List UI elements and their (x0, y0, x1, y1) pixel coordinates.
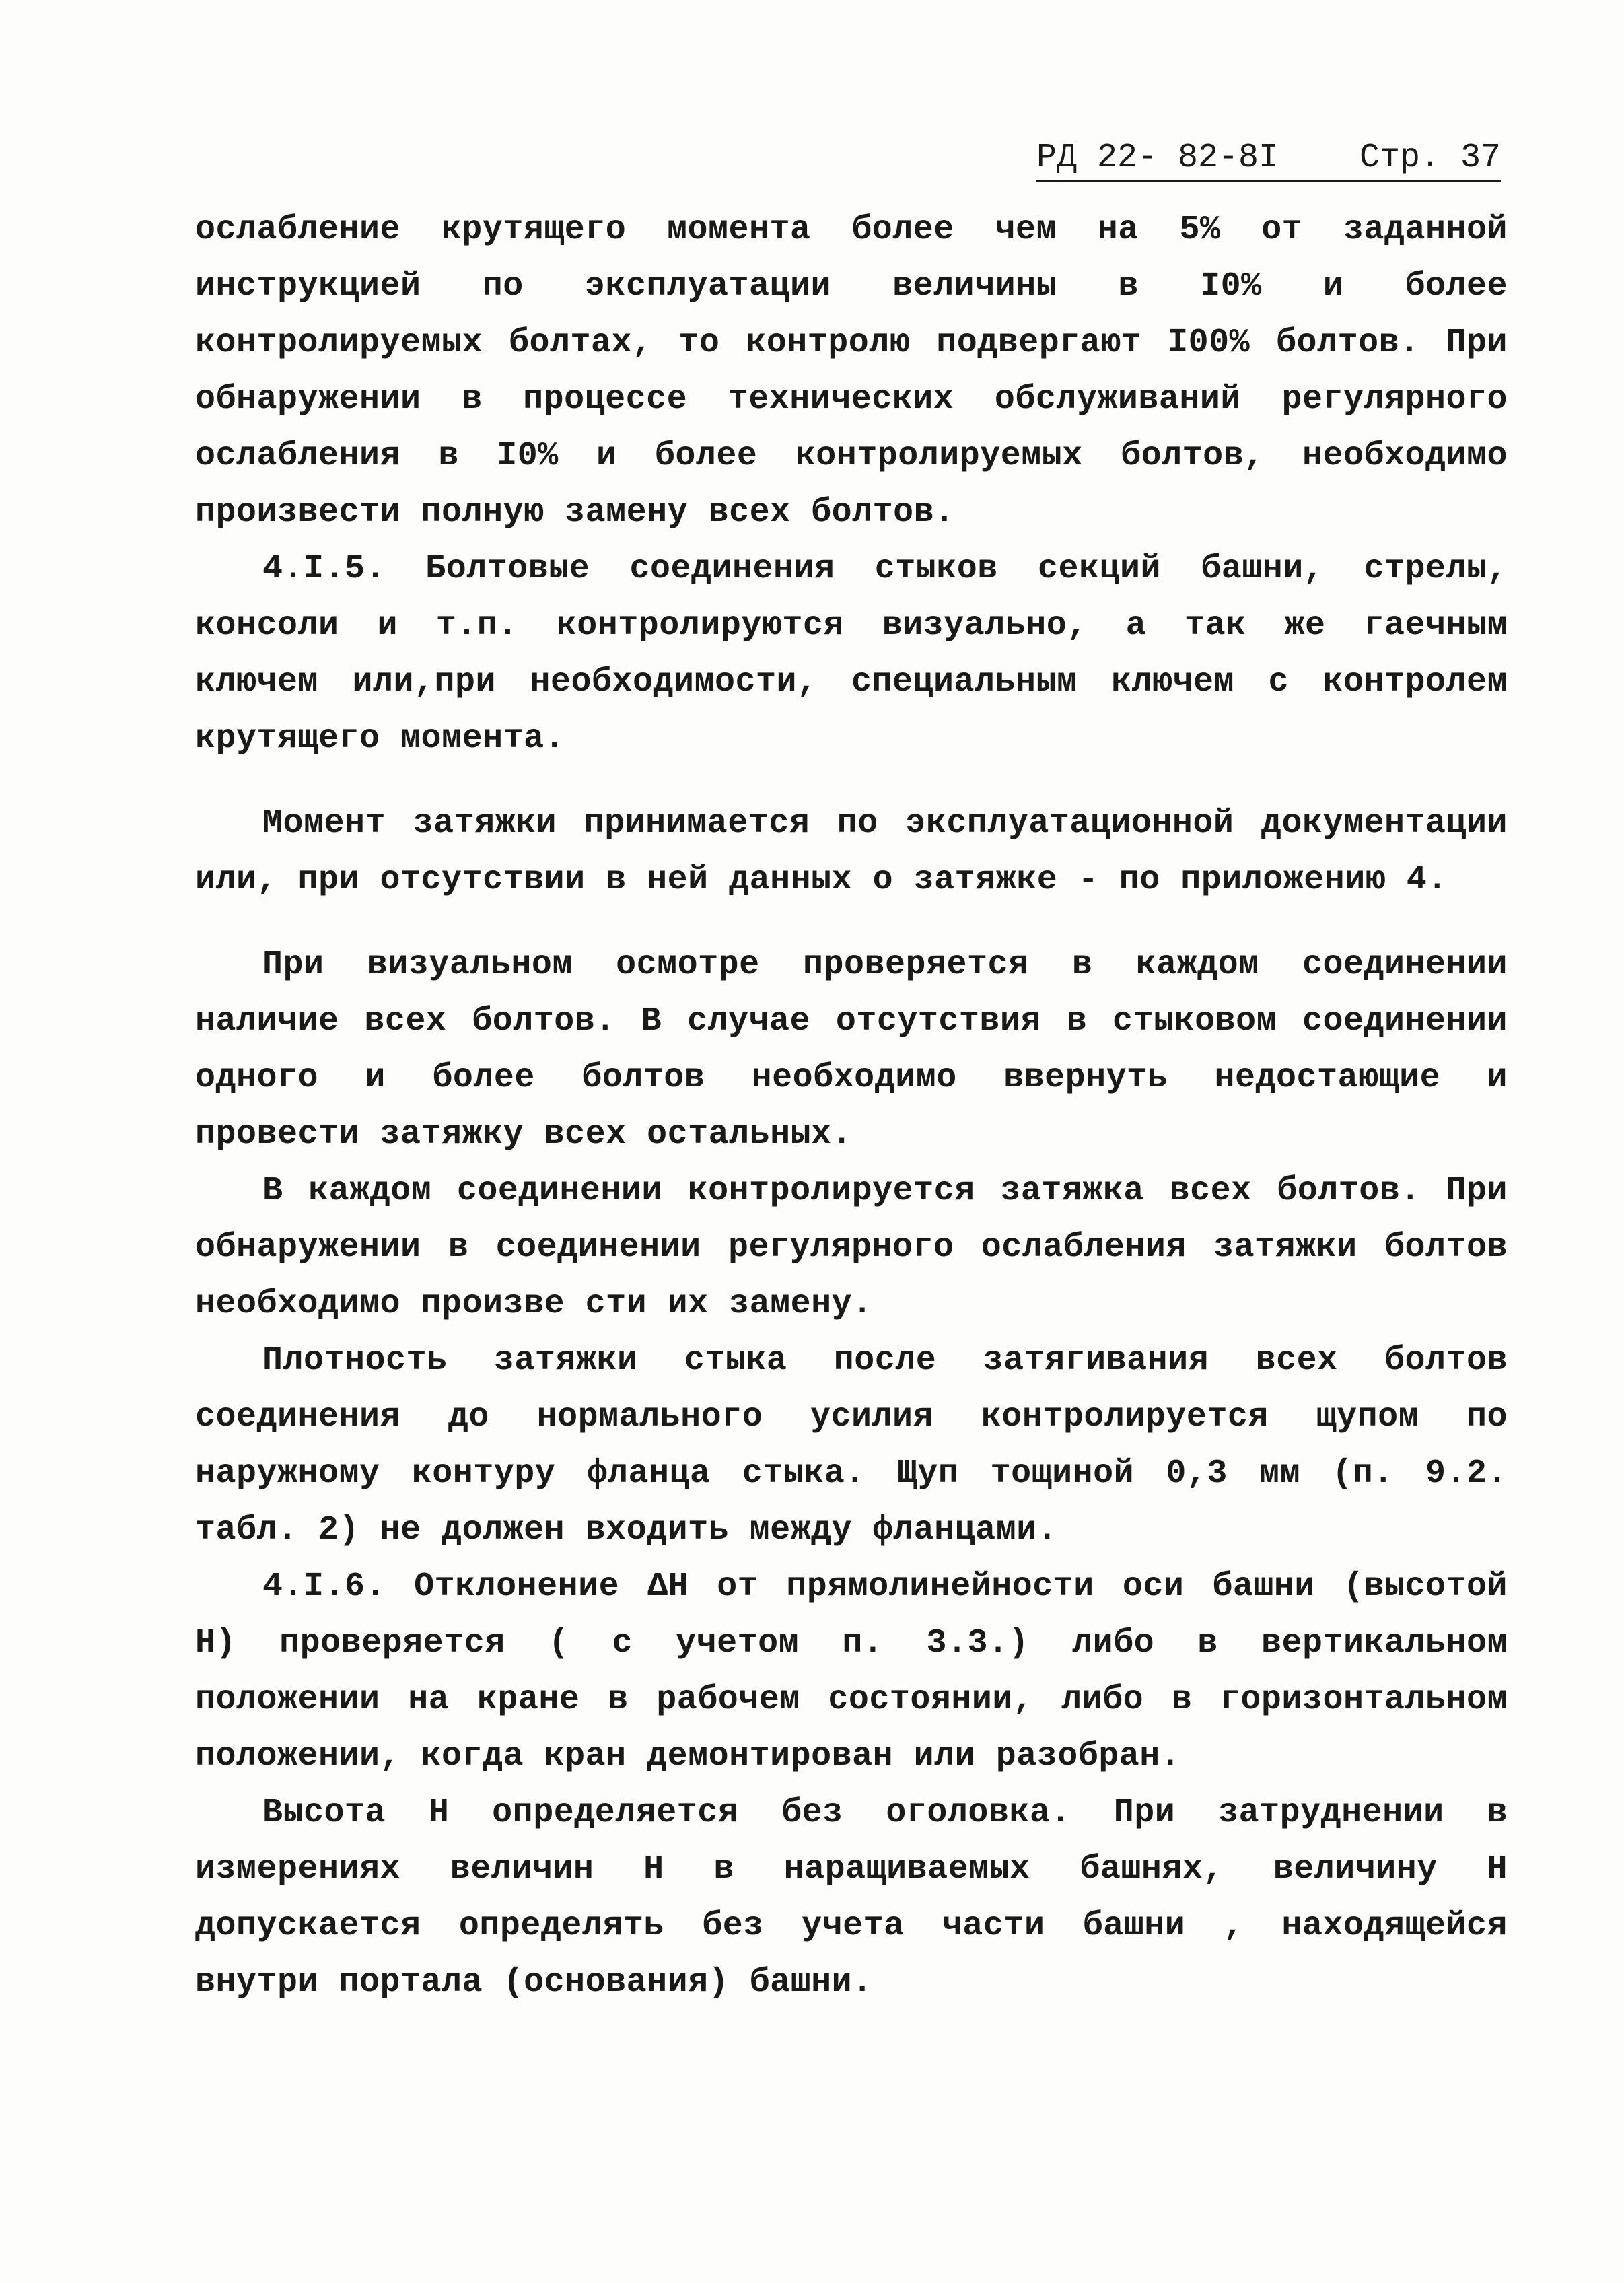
paragraph-height-definition: Высота Н определяется без оголовка. При затруднении в измерениях величин Н в наращиваемых башнях, величину Н допускается определять без учета части башни , находящейся внутри портала (основания) башни. (195, 1794, 1508, 2002)
paragraph-joint-density: Плотность затяжки стыка после затягивания всех болтов соединения до нормального усилия контролируется щупом по наружному контуру фланца стыка. Щуп тощиной 0,3 мм (п. 9.2. табл. 2) не должен входить между фланцами. (195, 1341, 1508, 1549)
header-underline (1036, 180, 1501, 182)
page-header (1036, 131, 1501, 185)
paragraph-tightening-control: В каждом соединении контролируется затяжка всех болтов. При обнаружении в соединении регулярного ослабления затяжки болтов необходимо произве сти их замену. (195, 1172, 1508, 1323)
document-code: РД 22- 82-8I (1036, 139, 1279, 177)
paragraph-tightening-torque: Момент затяжки принимается по эксплуатационной документации или, при отсутствии в ней данных о затяжке - по приложению 4. (195, 804, 1508, 899)
page-number: Стр. 37 (1359, 139, 1501, 177)
paragraph-section-4-1-6: 4.I.6. Отклонение ΔН от прямолинейности оси башни (высотой Н) проверяется ( с учетом п. 3.3.) либо в вертикальном положении на кране в рабочем состоянии, либо в горизонтальном положении, когда кран демонтирован или разобран. (195, 1568, 1508, 1776)
paragraph-visual-inspection: При визуальном осмотре проверяется в каждом соединении наличие всех болтов. В случае отсутствия в стыковом соединении одного и более болтов необходимо ввернуть недостающие и провести затяжку всех остальных. (195, 946, 1508, 1154)
paragraph-continuation: ослабление крутящего момента более чем на 5% от заданной инструкцией по эксплуатации величины в I0% и более контролируемых болтах, то контролю подвергают I00% болтов. При обнаружении в процессе технических обслуживаний регулярного ослабления в I0% и более контролируемых болтов, необходимо произвести полную замену всех болтов. (195, 211, 1508, 532)
document-body (195, 202, 1508, 2011)
paragraph-section-4-1-5: 4.I.5. Болтовые соединения стыков секций башни, стрелы, консоли и т.п. контролируются визуально, а так же гаечным ключем или,при необходимости, специальным ключем с контролем крутящего момента. (195, 550, 1508, 758)
